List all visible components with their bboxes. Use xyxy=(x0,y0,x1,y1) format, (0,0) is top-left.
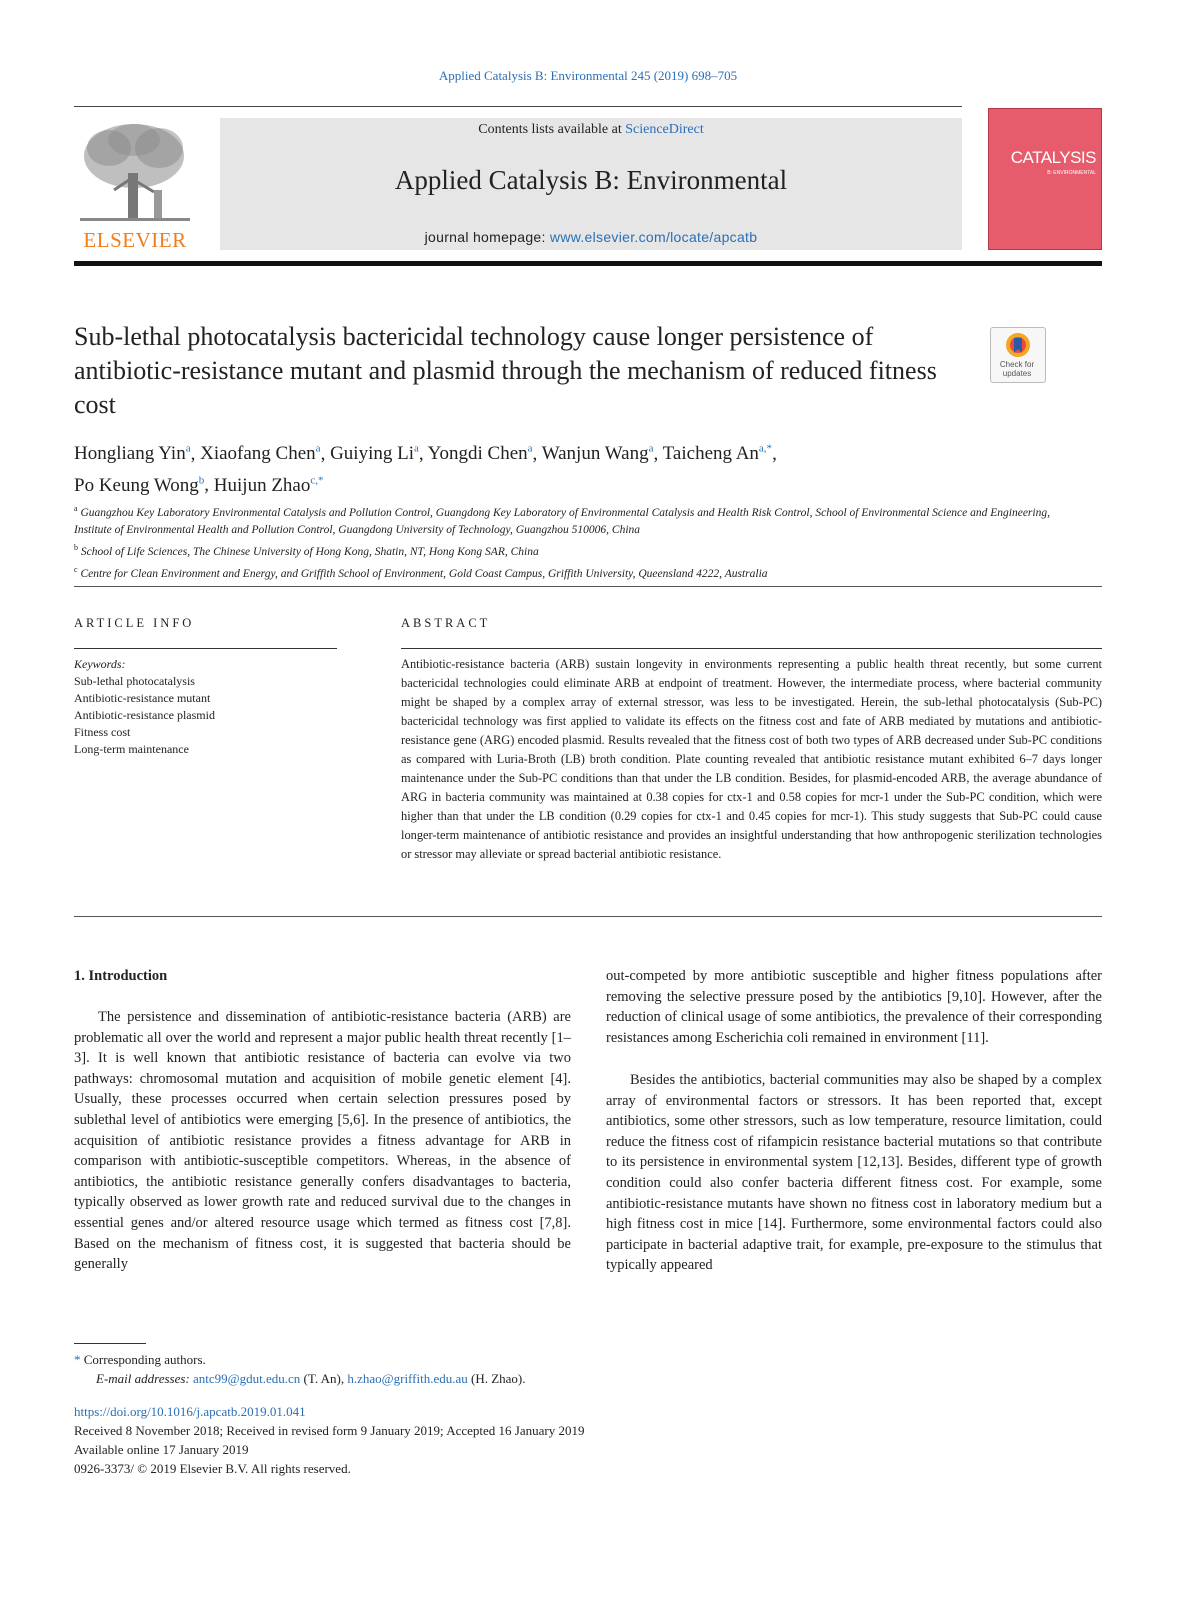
keyword: Fitness cost xyxy=(74,725,131,739)
keyword: Antibiotic-resistance mutant xyxy=(74,691,211,705)
author[interactable]: Wanjun Wang$^a$ xyxy=(541,443,654,465)
affiliation: $^b$ School of Life Sciences, The Chinese University of Hong Kong, Shatin, NT, Hong Kong SAR, China xyxy=(74,542,539,558)
footnotes xyxy=(74,1350,974,1388)
email-link[interactable]: antc99@gdut.edu.cn xyxy=(193,1371,301,1386)
keyword: Sub-lethal photocatalysis xyxy=(74,674,195,688)
sciencedirect-link[interactable]: ScienceDirect xyxy=(625,122,704,137)
header-divider xyxy=(74,106,962,107)
affiliation: $^c$ Centre for Clean Environment and Energy, and Griffith School of Environment, Gold Coast Campus, Griffith University, Queensland 4222, Australia xyxy=(74,564,768,580)
keyword: Antibiotic-resistance plasmid xyxy=(74,708,215,722)
contents-line: Contents lists available at ScienceDirect xyxy=(478,122,704,137)
author[interactable]: Guiying Li$^a$ xyxy=(330,443,419,465)
journal-homepage: journal homepage: www.elsevier.com/locate/apcatb xyxy=(424,229,758,245)
author[interactable]: Yongdi Chen$^a$ xyxy=(427,443,533,465)
affiliation: $^a$ Guangzhou Key Laboratory Environmental Catalysis and Pollution Control, Guangdong Key Laboratory of Environmental Catalysis and Health Risk Control, School of Environmental Science and Engineering, Institute of Environmental Health and Pollution Control, Guangdong University of Technology, Guangzhou 510006, China xyxy=(74,504,1050,536)
article-info-divider xyxy=(74,648,337,649)
intro-paragraph-2: Besides the antibiotics, bacterial communities may also be shaped by a complex array of environmental factors or stressors. It has been reported that, except antibiotics, some other stressors, such as low temperature, resource limitation, could reduce the fitness cost of rifampicin resistance bacterial mutations so that contribute to its persistence in environmental system [12,13]. Besides, different type of growth condition could also confer bacteria different fitness cost. For example, some antibiotic-resistance mutants have shown no fitness cost in laboratory medium but a high fitness cost in mice [14]. Furthermore, some environmental factors could also participate in bacterial adaptive trait, for example, pre-exposure to the stimulus that typically appeared xyxy=(606,1072,1102,1274)
intro-paragraph-1: The persistence and dissemination of antibiotic-resistance bacteria (ARB) are problematic all over the world and represent a major public health threat recently [1–3]. It is well known that antibiotic resistance of bacteria can evolve via two pathways: chromosomal mutation and acquisition of mobile genetic element [4]. Usually, these processes occurred when certain selection pressures posed by sublethal level of antibiotics were emerging [5,6]. In the presence of antibiotics, the acquisition of antibiotic resistance provides a fitness advantage for ARB in comparison with antibiotic-susceptible competitors. Whereas, in the absence of antibiotics, the antibiotic resistance generally confers disadvantages to bacteria, typically observed as lower growth rate and reduced survival due to the changes in essential genes and/or altered resource usage which termed as fitness cost [7,8]. Based on the mechanism of fitness cost, it is suggested that bacteria should be generally xyxy=(74,1009,571,1273)
intro-paragraph-continued: out-competed by more antibiotic susceptible and higher fitness populations after removing the selective pressure posed by the antibiotics [9,10]. However, after the reduction of clinical usage of some antibiotics, the prevalence of their corresponding resistances among Escherichia coli remained in environment [11]. xyxy=(606,968,1102,1046)
email-addresses: E-mail addresses: antc99@gdut.edu.cn (T. An), h.zhao@griffith.edu.au (H. Zhao). xyxy=(96,1371,526,1386)
keyword: Long-term maintenance xyxy=(74,742,189,756)
copyright-line: 0926-3373/ © 2019 Elsevier B.V. All rights reserved. xyxy=(74,1461,351,1476)
homepage-link[interactable]: www.elsevier.com/locate/apcatb xyxy=(549,229,758,245)
doi-link[interactable]: https://doi.org/10.1016/j.apcatb.2019.01.041 xyxy=(74,1404,306,1419)
bookmark-icon xyxy=(991,328,1045,362)
introduction-heading: 1. Introduction xyxy=(74,968,168,984)
cover-title: CATALYSIS xyxy=(1010,148,1096,167)
footnote-divider xyxy=(74,1343,146,1344)
affiliation-divider xyxy=(74,586,1102,587)
keywords-block xyxy=(74,656,354,758)
abstract-bottom-divider xyxy=(74,916,1102,917)
journal-citation[interactable]: Applied Catalysis B: Environmental 245 (2019) 698–705 xyxy=(438,68,738,83)
affiliations xyxy=(74,500,1074,582)
journal-cover-thumbnail[interactable] xyxy=(988,108,1102,250)
check-for-updates-label: Check for updates xyxy=(999,360,1035,378)
author[interactable]: Hongliang Yin$^a$ xyxy=(74,443,191,465)
journal-title: Applied Catalysis B: Environmental xyxy=(394,165,788,195)
email-link[interactable]: h.zhao@griffith.edu.au xyxy=(347,1371,468,1386)
author[interactable]: Huijun Zhao$^{c,*}$ xyxy=(213,474,324,496)
cover-subtitle: B: ENVIRONMENTAL xyxy=(1047,170,1096,176)
abstract-text: Antibiotic-resistance bacteria (ARB) sustain longevity in environments representing a public health threat recently, but some current bactericidal technologies could eliminate ARB at endpoint of treatment. However, the intermediate process, where bacterial community might be shaped by a complex array of external stressor, was less to be investigated. Herein, the sub-lethal photocatalysis (Sub-PC) bactericidal technology was first applied to validate its effects on the fitness cost and fate of ARB mediated by mutations and antibiotic-resistance gene (ARG) encoded plasmid. Results revealed that the fitness cost of both two types of ARB decreased under Sub-PC conditions as compared with Luria-Broth (LB) broth condition. Plate counting revealed that antibiotic resistance mutant exhibited 6–7 days longer maintenance under the Sub-PC conditions than that under the LB condition. Besides, for plasmid-encoded ARB, the average abundance of ARG in bacteria community was maintained at 0.38 copies for ctx-1 and 0.58 copies for mcr-1 under the Sub-PC condition, which were higher than that under the LB condition (0.29 copies for ctx-1 and 0.45 copies for mcr-1). This study suggests that Sub-PC could cause longer-term maintenance of antibiotic resistance and provides an insightful understanding that how anthropogenic sterilization technologies or stressor may alleviate or spread bacterial antibiotic resistance. xyxy=(401,657,1102,861)
available-online: Available online 17 January 2019 xyxy=(74,1442,249,1457)
author[interactable]: Xiaofang Chen$^a$ xyxy=(200,443,321,465)
author-list: Hongliang Yin$^a$, Xiaofang Chen$^a$, Guiying Li$^a$, Yongdi Chen$^a$, Wanjun Wang$^a$, Taicheng $An^{a,*}$, Po Keung Wong$^b$, Huijun Zhao$^{c,*}$ xyxy=(74,443,777,496)
header-thick-divider xyxy=(74,261,1102,266)
abstract-divider xyxy=(401,648,1102,649)
publication-info xyxy=(74,1402,974,1478)
author[interactable]: Taicheng $An^{a,*}$ xyxy=(662,443,773,465)
received-dates: Received 8 November 2018; Received in revised form 9 January 2019; Accepted 16 January 2019 xyxy=(74,1423,585,1438)
publisher-logo-text: ELSEVIER xyxy=(83,228,187,252)
author[interactable]: Po Keung Wong$^b$ xyxy=(74,474,205,496)
paper-title: Sub-lethal photocatalysis bactericidal technology cause longer persistence of antibiotic-resistance mutant and plasmid through the mechanism of reduced fitness cost xyxy=(74,322,937,419)
article-info-heading: ARTICLE INFO xyxy=(74,616,195,630)
corresponding-note: * Corresponding authors. xyxy=(74,1352,206,1367)
keywords-label: Keywords: xyxy=(74,657,126,671)
abstract-heading: ABSTRACT xyxy=(401,616,491,630)
